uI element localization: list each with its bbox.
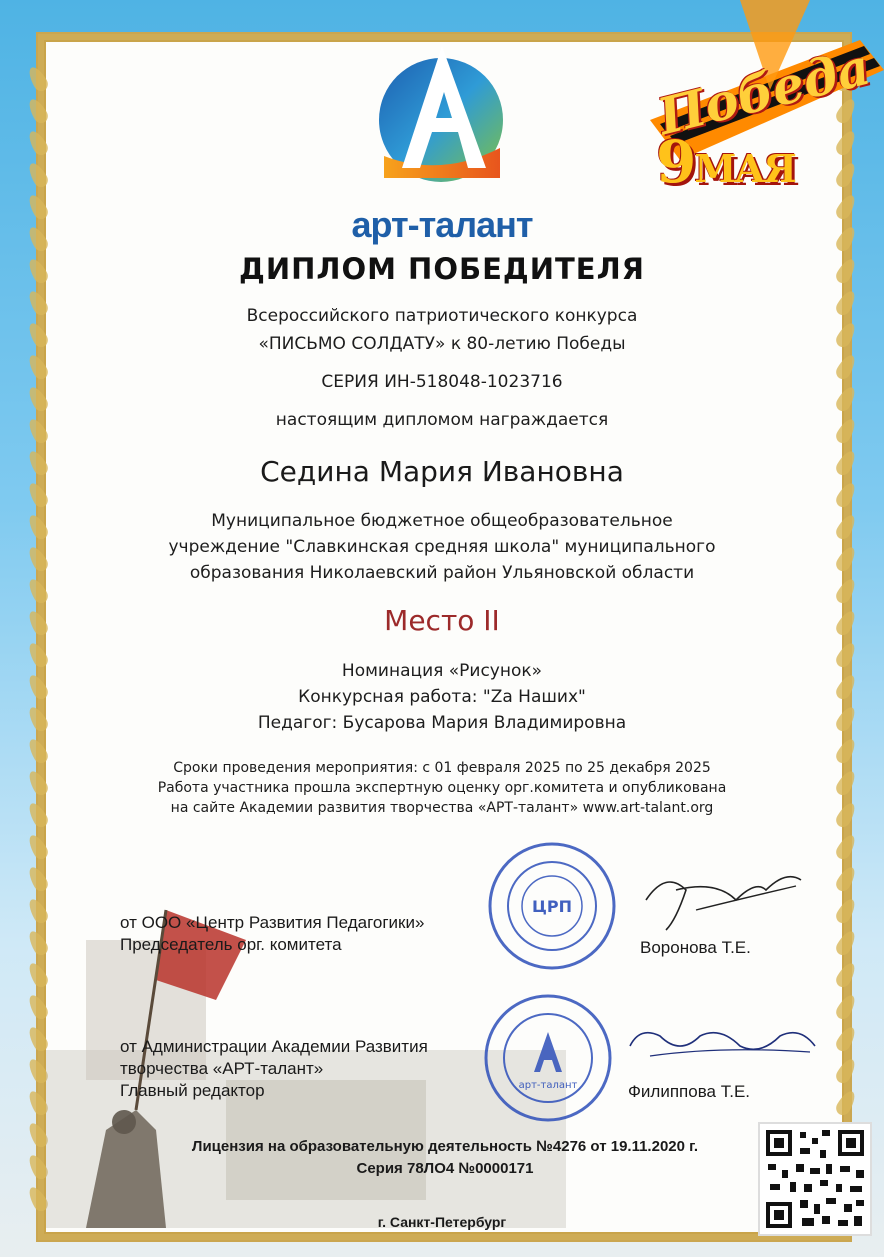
laurel-leaf [833,992,858,1022]
contest-line-1: Всероссийского патриотического конкурса [246,306,638,326]
laurel-leaf [833,224,858,254]
laurel-leaf [833,672,858,702]
event-notes [92,758,792,818]
laurel-leaf [833,544,858,574]
laurel-leaf [833,512,858,542]
laurel-leaf [833,480,858,510]
pobeda-word: Победа [652,36,876,147]
art-talant-logo [372,28,510,196]
laurel-leaf [833,704,858,734]
signer-1-title [120,912,424,956]
pobeda-date [656,128,795,196]
laurel-leaf [833,800,858,830]
evaluation-note: Работа участника прошла экспертную оценку орг.комитета и опубликована [157,780,727,796]
competition-work: Конкурсная работа: "Za Наших" [298,687,586,707]
signer-1-org: от ООО «Центр Развития Педагогики» [120,913,425,932]
series-number: СЕРИЯ ИН-518048-1023716 [321,372,563,392]
signer-2-name: Филиппова Т.Е. [628,1082,751,1101]
laurel-leaf [833,416,858,446]
art-talant-stamp-text: арт-талант [518,1080,578,1091]
organization-line-1: Муниципальное бюджетное общеобразовательное [211,511,673,531]
laurel-leaf [833,352,858,382]
laurel-leaf [833,1024,858,1054]
teacher: Педагог: Бусарова Мария Владимировна [257,713,627,733]
laurel-leaf [833,928,858,958]
signer-2-title [120,1036,428,1102]
awarded-text: настоящим дипломом награждается [275,410,609,430]
recipient-name: Седина Мария Ивановна [260,455,624,488]
laurel-leaf [833,384,858,414]
laurel-leaf [833,768,858,798]
signer-2-org-2: творчества «АРТ-талант» [120,1059,324,1078]
laurel-leaf [833,576,858,606]
laurel-left-decoration [30,60,46,1217]
license-line-1: Лицензия на образовательную деятельность №4276 от 19.11.2020 г. [191,1138,699,1155]
diploma-title: ДИПЛОМ ПОБЕДИТЕЛЯ [238,252,645,286]
event-dates: Сроки проведения мероприятия: с 01 февраля 2025 по 25 декабря 2025 [173,760,711,776]
signature-filippova [620,1016,820,1076]
qr-code-icon[interactable] [758,1122,872,1236]
laurel-leaf [833,640,858,670]
place-award: Место II [384,604,500,637]
crp-stamp [486,840,618,972]
brand-name: арт-талант [351,204,533,245]
laurel-leaf [833,864,858,894]
laurel-leaf [833,288,858,318]
laurel-leaf [833,960,858,990]
laurel-leaf [833,1088,858,1118]
city: г. Санкт-Петербург [377,1214,507,1230]
laurel-leaf [833,896,858,926]
pobeda-month: МАЯ [694,146,795,191]
laurel-leaf [833,448,858,478]
laurel-leaf [833,736,858,766]
victory-day-emblem [620,0,884,215]
organization [92,508,792,586]
signature-voronova [636,860,806,940]
laurel-leaf [833,256,858,286]
publication-note: на сайте Академии развития творчества «АРТ-талант» www.art-talant.org [170,800,714,816]
laurel-leaf [833,1056,858,1086]
signer-1-name: Воронова Т.Е. [640,938,751,957]
laurel-right-decoration [838,60,854,1217]
laurel-leaf [833,608,858,638]
signer-1-role: Председатель орг. комитета [120,935,342,954]
organization-line-2: учреждение "Славкинская средняя школа" муниципального [168,537,716,557]
signer-2-role: Главный редактор [120,1081,265,1100]
laurel-leaf [833,320,858,350]
art-talant-stamp [482,992,614,1124]
crp-stamp-text: ЦРП [532,897,572,916]
signer-2-org: от Администрации Академии Развития [120,1037,428,1056]
nomination: Номинация «Рисунок» [341,661,543,681]
work-details [92,658,792,736]
organization-line-3: образования Николаевский район Ульяновской области [189,563,695,583]
license-line-2: Серия 78ЛО4 №0000171 [356,1160,534,1177]
laurel-leaf [833,832,858,862]
pobeda-day: 9 [656,128,695,196]
contest-line-2: «ПИСЬМО СОЛДАТУ» к 80-летию Победы [258,334,626,354]
